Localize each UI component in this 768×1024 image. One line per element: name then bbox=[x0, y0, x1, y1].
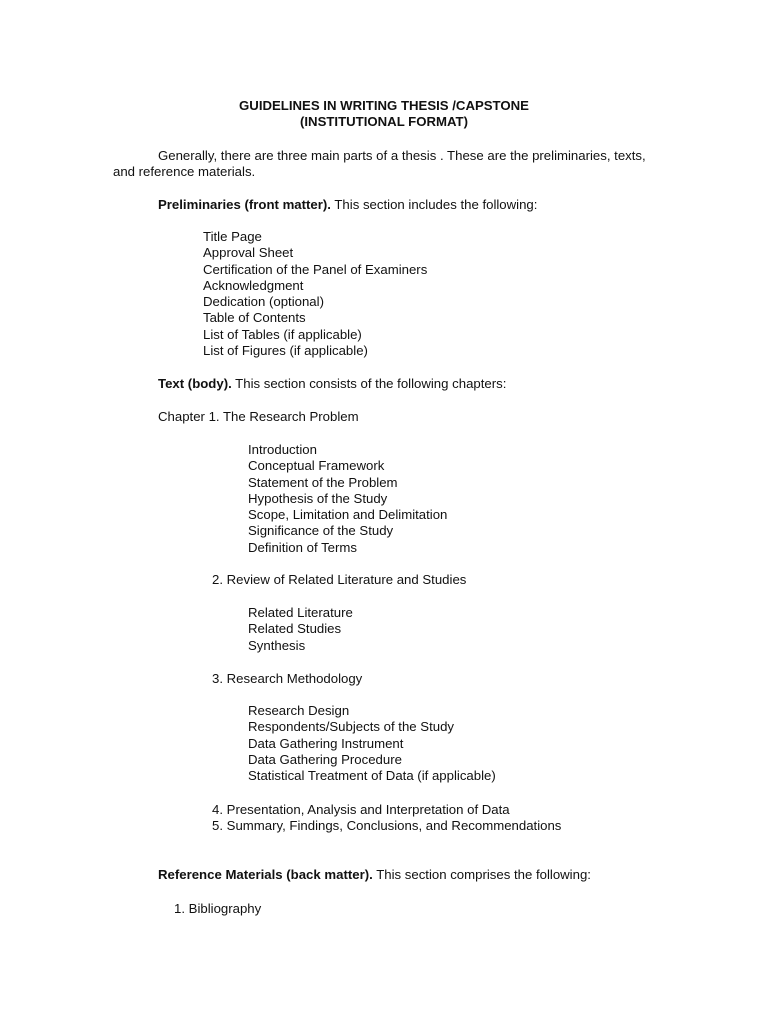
list-item: Data Gathering Instrument bbox=[248, 735, 404, 751]
list-item: Acknowledgment bbox=[203, 277, 304, 293]
list-item: Statement of the Problem bbox=[248, 474, 398, 490]
preliminaries-text: This section includes the following: bbox=[330, 197, 538, 212]
list-item: Introduction bbox=[248, 442, 317, 457]
list-item: Scope, Limitation and Delimitation bbox=[248, 507, 448, 523]
list-item: List of Figures (if applicable) bbox=[203, 343, 368, 359]
title-line-1: GUIDELINES IN WRITING THESIS /CAPSTONE bbox=[239, 98, 529, 113]
intro-line-1: Generally, there are three main parts of a thesis . These are the preliminaries, texts, bbox=[158, 148, 646, 163]
list-item: 1. Bibliography bbox=[174, 901, 262, 916]
list-item: Title Page bbox=[203, 229, 262, 244]
chapter-2-list bbox=[248, 605, 353, 654]
list-item: Hypothesis of the Study bbox=[248, 490, 388, 506]
text-body-heading: Text (body). bbox=[158, 376, 232, 391]
list-item: Table of Contents bbox=[203, 310, 306, 326]
title-line-2: (INSTITUTIONAL FORMAT) bbox=[300, 114, 468, 130]
reference-section-heading bbox=[158, 867, 591, 883]
chapter-3-list bbox=[248, 703, 496, 784]
text-body-text: This section consists of the following chapters: bbox=[231, 376, 507, 391]
text-body-section-heading bbox=[158, 376, 506, 392]
reference-heading: Reference Materials (back matter). bbox=[158, 867, 373, 882]
list-item: Data Gathering Procedure bbox=[248, 751, 402, 767]
chapter-1-title: Chapter 1. The Research Problem bbox=[158, 409, 359, 424]
reference-list bbox=[174, 901, 261, 917]
list-item: Synthesis bbox=[248, 637, 306, 653]
chapter-1-label bbox=[158, 409, 359, 425]
list-item: Dedication (optional) bbox=[203, 294, 324, 310]
list-item: Respondents/Subjects of the Study bbox=[248, 719, 455, 735]
chapter-2-label bbox=[212, 572, 466, 588]
list-item: Definition of Terms bbox=[248, 539, 357, 555]
chapters-4-5 bbox=[212, 802, 561, 835]
list-item: Research Design bbox=[248, 703, 350, 718]
reference-text: This section comprises the following: bbox=[372, 867, 591, 882]
document-title bbox=[0, 98, 768, 131]
list-item: Approval Sheet bbox=[203, 245, 294, 261]
preliminaries-section-heading bbox=[158, 197, 537, 213]
preliminaries-heading: Preliminaries (front matter). bbox=[158, 197, 331, 212]
intro-line-2: and reference materials. bbox=[113, 164, 256, 180]
chapter-1-list bbox=[248, 442, 447, 556]
chapter-3-title: 3. Research Methodology bbox=[212, 671, 363, 686]
list-item: Related Literature bbox=[248, 605, 353, 620]
list-item: Conceptual Framework bbox=[248, 458, 385, 474]
list-item: Significance of the Study bbox=[248, 523, 394, 539]
list-item: Certification of the Panel of Examiners bbox=[203, 261, 428, 277]
chapter-5-title: 5. Summary, Findings, Conclusions, and Recommendations bbox=[212, 818, 562, 834]
chapter-3-label bbox=[212, 671, 362, 687]
list-item: Related Studies bbox=[248, 621, 342, 637]
chapter-4-title: 4. Presentation, Analysis and Interpretation of Data bbox=[212, 802, 510, 817]
list-item: Statistical Treatment of Data (if applicable) bbox=[248, 768, 496, 784]
intro-paragraph bbox=[113, 148, 683, 181]
preliminaries-list bbox=[203, 229, 427, 359]
list-item: List of Tables (if applicable) bbox=[203, 326, 362, 342]
chapter-2-title: 2. Review of Related Literature and Studies bbox=[212, 572, 467, 587]
